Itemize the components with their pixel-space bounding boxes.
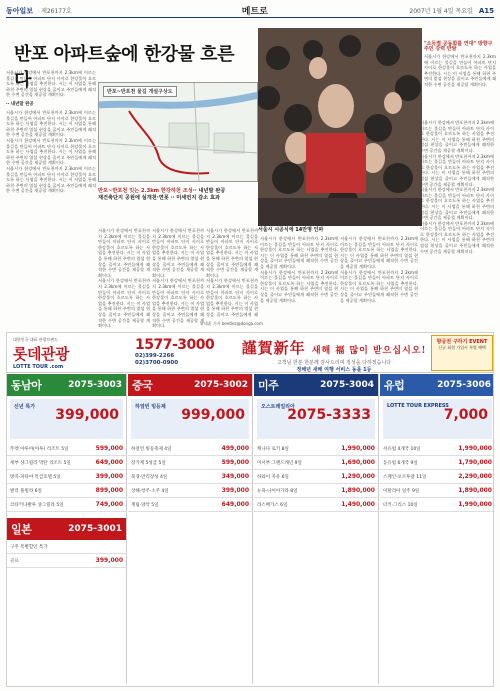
region-column-3[interactable] [380,374,494,684]
deal-row[interactable] [380,442,494,456]
deal-row[interactable] [128,498,252,512]
article-text-cont-3: 서울시가 한강에서 반포천까지 2.3km에 이르는 물길을 만들어 아파트 단지 사이로 한강물이 흐르도록 하는 사업을 추진한다. 시는 이 사업을 통해 하천 주변의 열섬 현상을 줄이고 주민들에게 쾌적한 수변 공간을 제공할 계획이다. [6,165,96,194]
deal-label: 세부 샹그릴라 막탄 리조트 5일 [10,460,71,466]
region-name: 동남아 [11,379,42,392]
deal-row[interactable] [254,456,378,470]
deal-price: 349,000 [221,473,249,480]
event-title: 항공권 구하기 EVENT [436,339,488,345]
region-name: 미주 [258,379,279,392]
main-phone: 1577-3000 [135,337,215,353]
region-header[interactable] [254,374,378,396]
article-col-e [340,236,418,336]
deal-row[interactable] [254,442,378,456]
featured-deal-price: 7,000 [443,407,488,423]
featured-deal-label: LOTTE TOUR EXPRESS [387,403,449,409]
photo-caption: 서울시 시공식에 14만명 인파 [258,227,324,233]
japan-golf-label: 골프 [10,558,19,564]
story-subheadline [98,188,258,202]
page-header [6,4,494,18]
deal-label: 캐나다 로키 8일 [257,446,289,452]
subheadline-second: 재건축단지 공원에 실개천·연못 ·· 미세먼지 감소 효과 [98,195,220,201]
deal-row[interactable] [128,484,252,498]
deal-label: 북경·만리장성 4일 [131,474,168,480]
deal-label: 서유럽 4개국 10일 [383,446,421,452]
brand-name-en: LOTTE TOUR .com [13,364,64,370]
deal-row[interactable] [254,484,378,498]
article-col-f-text-2: 서울시가 한강에서 반포천까지 2.3km에 이르는 물길을 만들어 아파트 단지 사이로 한강물이 흐르도록 하는 사업을 추진한다. 시는 이 사업을 통해 하천 주변의 열섬 현상을 줄이고 주민들에게 쾌적한 수변 공간을 제공할 계획이다. [420,153,494,187]
article-text: 서울시가 한강에서 반포천까지 2.3km에 이르는 물길을 만들어 아파트 단지 사이로 한강물이 흐르도록 하는 사업을 추진한다. 시는 이 사업을 통해 하천 주변의 열섬 현상을 줄이고 주민들에게 쾌적한 수변 공간을 제공할 계획이다. [6,70,96,98]
article-col-d-text-2: 서울시가 한강에서 반포천까지 2.3km에 이르는 물길을 만들어 아파트 단지 사이로 한강물이 흐르도록 하는 사업을 추진한다. 시는 이 사업을 통해 하천 주변의 열섬 현상을 줄이고 주민들에게 쾌적한 수변 공간을 제공할 계획이다. [260,269,338,303]
article-text-cont: 서울시가 한강에서 반포천까지 2.3km에 이르는 물길을 만들어 아파트 단지 사이로 한강물이 흐르도록 하는 사업을 추진한다. 시는 이 사업을 통해 하천 주변의 열섬 현상을 줄이고 주민들에게 쾌적한 수변 공간을 제공할 계획이다. [6,109,96,138]
deal-row[interactable] [7,470,126,484]
article-col-c [206,228,258,318]
map-title: 반포~반포천 물길 개설구상도 [103,86,177,97]
phone-2: 02)3700-0900 [135,360,179,366]
region-column-1[interactable] [128,374,253,684]
event-box[interactable] [431,335,493,371]
japan-golf-price: 399,000 [95,557,123,564]
deal-price: 899,000 [95,487,123,494]
deal-label: 라스베가스 6일 [257,502,288,508]
deal-label: 장가계 5성급 5일 [131,460,166,466]
new-year-title: 謹賀新年 새해 福 많이 받으십시오! [241,339,427,357]
featured-deal-price: 2075-3333 [287,407,371,423]
deal-price: 1,290,000 [341,473,375,480]
article-col-e-text: 서울시가 한강에서 반포천까지 2.3km에 이르는 물길을 만들어 아파트 단지 사이로 한강물이 흐르도록 하는 사업을 추진한다. 시는 이 사업을 통해 하천 주변의 열섬 현상을 줄이고 주민들에게 쾌적한 수변 공간을 제공할 계획이다. [340,236,418,269]
deal-price: 599,000 [95,445,123,452]
region-name: 유럽 [384,379,405,392]
japan-phone: 2075-3001 [68,524,122,534]
deal-price: 2,290,000 [458,473,492,480]
subheadline-rest: ·· 내년말 완공 [192,188,226,194]
japan-teaser-label: 구주 특별할인 특가 [10,544,48,550]
ad-header [7,333,494,373]
deal-label: 미서부 그랜드캐년 9일 [257,460,302,466]
map-graphic [99,83,258,182]
issue-number: 제26177호 [41,8,72,15]
deal-label: 터키·그리스 10일 [383,502,418,508]
featured-deal[interactable] [383,399,492,439]
featured-deal[interactable] [10,399,123,439]
lotte-tour-logo[interactable] [13,337,131,369]
deal-label: 상해·항주·소주 4일 [131,488,169,494]
deal-price: 1,990,000 [458,445,492,452]
deal-label: 이탈리아 일주 9일 [383,488,420,494]
phone-1: 02)399-2266 [135,353,175,359]
article-col-f-text-4: 서울시가 한강에서 반포천까지 2.3km에 이르는 물길을 만들어 아파트 단지 사이로 한강물이 흐르도록 하는 사업을 추진한다. 시는 이 사업을 통해 하천 주변의 열섬 현상을 줄이고 주민들에게 쾌적한 수변 공간을 제공할 계획이다. [420,220,494,254]
article-text-cont-2: 서울시가 한강에서 반포천까지 2.3km에 이르는 물길을 만들어 아파트 단지 사이로 한강물이 흐르도록 하는 사업을 추진한다. 시는 이 사업을 통해 하천 주변의 열섬 현상을 줄이고 주민들에게 쾌적한 수변 공간을 제공할 계획이다. [6,137,96,166]
deal-row[interactable] [128,470,252,484]
new-year-bottom: 정해년 새해 여행 서비스 동을 1등 [296,367,372,373]
deal-row[interactable] [380,470,494,484]
deal-price: 649,000 [221,501,249,508]
deal-label: 계림·양삭 5일 [131,502,159,508]
article-col-c-text-2: 서울시가 한강에서 반포천까지 2.3km에 이르는 물길을 만들어 아파트 단지 사이로 한강물이 흐르도록 하는 사업을 추진한다. 시는 이 사업을 통해 하천 주변의 열섬 현상을 줄이고 주민들에게 쾌 [206,278,258,317]
new-year-sub: 고객님 한분 한분께 감사드리며 정성을 다하겠습니다 [276,360,392,366]
deal-price: 499,000 [221,445,249,452]
region-phone: 2075-3006 [437,380,491,390]
deal-price: 399,000 [221,487,249,494]
region-column-2[interactable] [254,374,379,684]
related-story-text: 서울시가 한강에서 반포천까지 2.3km에 이르는 물길을 만들어 아파트 단지 사이로 한강물이 흐르도록 하는 사업을 추진한다. 시는 이 사업을 통해 하천 주변의 열섬 현상을 줄이고 주민들에게 쾌적한 수변 공간을 제공할 계획이다. [424,54,496,87]
ad-region-columns [7,374,494,684]
brand-name: 롯데관광 [13,345,69,363]
region-header[interactable] [7,374,126,396]
article-col-c-text: 서울시가 한강에서 반포천까지 2.3km에 이르는 물길을 만들어 아파트 단지 사이로 한강물이 흐르도록 하는 사업을 추진한다. 시는 이 사업을 통해 하천 주변의 열섬 현상을 줄이고 주민들에게 쾌적한 수변 공간을 제공할 계획이다. [206,228,258,278]
crowd-photo-graphic [258,28,422,226]
article-left-column [6,70,96,328]
featured-deal-label: 오스트레일리아 [261,404,295,410]
new-year-greeting [239,337,429,373]
subheadline-highlight: 반포~반포천 잇는 2.3km 한강하천 조성 [98,188,193,194]
deal-row[interactable] [380,498,494,512]
japan-header[interactable] [7,518,126,540]
event-sub: 신규 회원 가입시 특별 혜택 [438,345,486,350]
article-col-f [420,120,494,328]
deal-row[interactable] [380,484,494,498]
article-col-f-text-3: 서울시가 한강에서 반포천까지 2.3km에 이르는 물길을 만들어 아파트 단지 사이로 한강물이 흐르도록 하는 사업을 추진한다. 시는 이 사업을 통해 하천 주변의 열섬 현상을 줄이고 주민들에게 쾌적한 수변 공간을 제공할 계획이다. [420,187,494,221]
issue-date: 2007년 1월 4일 목요일 [409,8,473,15]
deal-row[interactable] [254,470,378,484]
deal-row[interactable] [128,456,252,470]
featured-deal-price: 999,000 [181,407,245,423]
article-col-a-text: 서울시가 한강에서 반포천까지 2.3km에 이르는 물길을 만들어 아파트 단지 사이로 한강물이 흐르도록 하는 사업을 추진한다. 시는 이 사업을 통해 하천 주변의 열섬 현상을 줄이고 주민들에게 쾌적한 수변 공간을 제공할 계획이다. [98,228,150,278]
deal-row[interactable] [7,456,126,470]
related-story-title: "소득별 공동화를 연대" 방향구 주민 강력 반발 [424,41,493,52]
deal-label: 뉴욕·나이아가라 8일 [257,488,298,494]
deal-label: 동유럽 6개국 9일 [383,460,418,466]
article-col-d-text: 서울시가 한강에서 반포천까지 2.3km에 이르는 물길을 만들어 아파트 단지 사이로 한강물이 흐르도록 하는 사업을 추진한다. 시는 이 사업을 통해 하천 주변의 열섬 현상을 줄이고 주민들에게 쾌적한 수변 공간을 제공할 계획이다. [260,236,338,269]
region-phone: 2075-3002 [194,380,248,390]
ad-tagline: 대한민국 대표 관광브랜드 [13,337,59,342]
article-col-b-text-2: 서울시가 한강에서 반포천까지 2.3km에 이르는 물길을 만들어 아파트 단지 사이로 한강물이 흐르도록 하는 사업을 추진한다. 시는 이 사업을 통해 하천 주변의 열섬 현상을 줄이고 주민들에게 쾌적한 수변 공간을 제공할 계획이다. [152,278,204,328]
deal-price: 749,000 [95,501,123,508]
deal-price: 1,690,000 [341,459,375,466]
deal-price: 1,890,000 [341,487,375,494]
article-subhead: ·· 내년말 완공 [6,101,34,107]
region-phone: 2075-3004 [320,380,374,390]
deal-row[interactable] [254,498,378,512]
region-header[interactable] [380,374,494,396]
deal-label: 하얼빈 빙등축제 4일 [131,446,172,452]
featured-deal[interactable] [131,399,249,439]
deal-row[interactable] [7,442,126,456]
japan-golf-deal[interactable] [7,554,126,568]
section-title: 메트로 [241,7,268,17]
deal-price: 1,990,000 [341,445,375,452]
region-column-0[interactable] [7,374,127,684]
article-col-a [98,228,150,328]
deal-price: 1,890,000 [458,487,492,494]
article-col-e-text-2: 서울시가 한강에서 반포천까지 2.3km에 이르는 물길을 만들어 아파트 단지 사이로 한강물이 흐르도록 하는 사업을 추진한다. 시는 이 사업을 통해 하천 주변의 열섬 현상을 줄이고 주민들에게 쾌적한 수변 공간을 제공할 계획이다. [340,269,418,303]
article-col-a-text-2: 서울시가 한강에서 반포천까지 2.3km에 이르는 물길을 만들어 아파트 단지 사이로 한강물이 흐르도록 하는 사업을 추진한다. 시는 이 사업을 통해 하천 주변의 열섬 현상을 줄이고 주민들에게 쾌적한 수변 공간을 제공할 계획이다. [98,278,150,328]
deal-price: 1,990,000 [458,501,492,508]
deal-price: 1,490,000 [341,501,375,508]
deal-label: 푸켓 아루아(아투) 리조트 5일 [10,446,69,452]
deal-label: 방콕·파타야 특급호텔 5일 [10,474,61,480]
masthead: 동아일보 [6,5,34,15]
deal-price: 599,000 [221,459,249,466]
japan-name: 일본 [11,523,32,536]
article-col-f-text: 서울시가 한강에서 반포천까지 2.3km에 이르는 물길을 만들어 아파트 단지 사이로 한강물이 흐르도록 하는 사업을 추진한다. 시는 이 사업을 통해 하천 주변의 열섬 현상을 줄이고 주민들에게 쾌적한 수변 공간을 제공할 계획이다. [420,120,494,153]
region-header[interactable] [128,374,252,396]
deal-row[interactable] [7,498,126,512]
travel-advertisement[interactable] [6,332,494,687]
featured-deal-price: 399,000 [55,407,119,423]
deal-label: 스페인·포르투갈 11일 [383,474,427,480]
deal-label: 코타키나발루 샹그릴라 5일 [10,502,64,508]
deal-label: 하와이 자유 6일 [257,474,289,480]
related-story-box[interactable] [424,42,496,112]
ad-phone-block[interactable] [135,337,235,369]
featured-deal[interactable] [257,399,375,439]
news-photo-crowd[interactable] [258,28,422,226]
japan-teaser[interactable] [7,540,126,554]
deal-label: 발리 풀빌라 6일 [10,488,42,494]
deal-price: 399,000 [95,473,123,480]
region-phone: 2075-3003 [68,380,122,390]
deal-price: 1,790,000 [458,459,492,466]
article-col-b-text: 서울시가 한강에서 반포천까지 2.3km에 이르는 물길을 만들어 아파트 단지 사이로 한강물이 흐르도록 하는 사업을 추진한다. 시는 이 사업을 통해 하천 주변의 열섬 현상을 줄이고 주민들에게 쾌적한 수변 공간을 제공할 계획이다. [152,228,204,278]
page-number: A15 [478,6,494,15]
route-map[interactable] [98,82,258,182]
deal-row[interactable] [7,484,126,498]
article-col-b [152,228,204,328]
featured-deal-label: 하얼빈 빙등제 [135,404,166,410]
region-name: 중국 [132,379,153,392]
featured-deal-label: 신년 특가 [14,404,36,410]
deal-row[interactable] [380,456,494,470]
deal-row[interactable] [128,442,252,456]
byline: 황태훈 기자 beetlez@donga.com [200,321,263,326]
deal-price: 649,000 [95,459,123,466]
main-headline[interactable]: 반포 아파트숲에 한강물 흐른다 [14,44,234,91]
article-col-d [260,236,338,336]
